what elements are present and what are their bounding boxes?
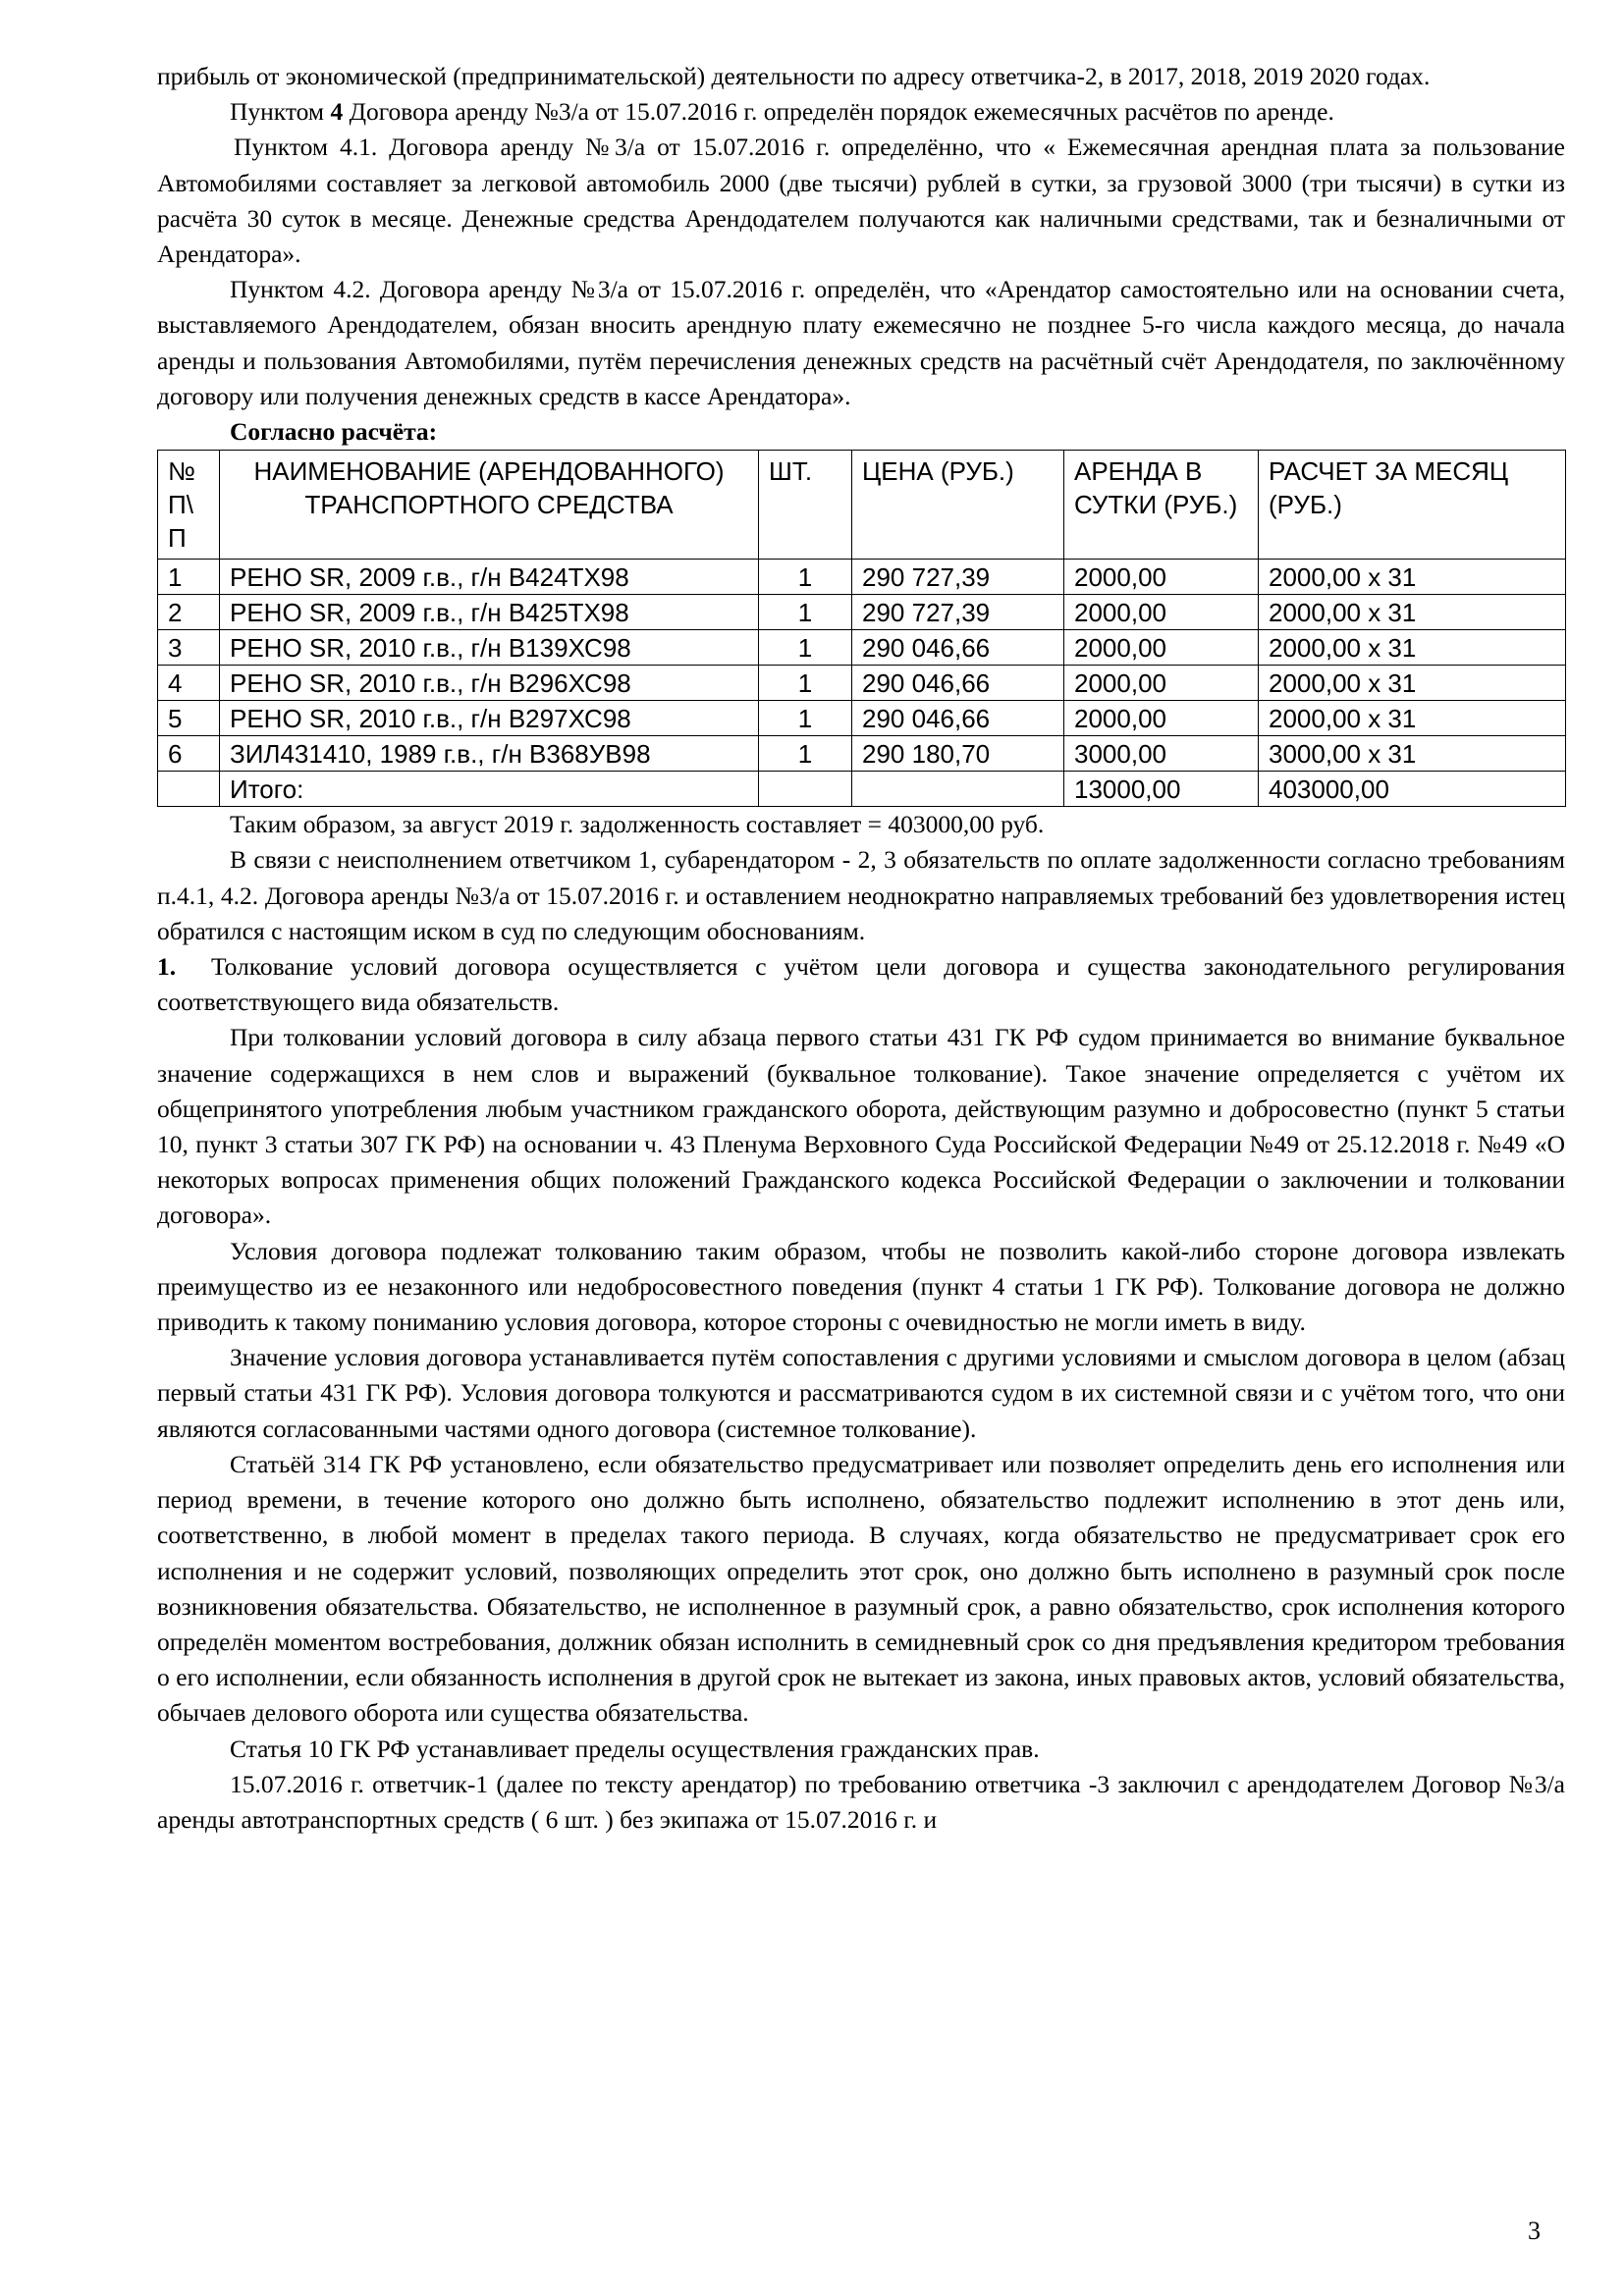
cell-total-daily: 13000,00 bbox=[1064, 772, 1259, 807]
bottom-section bbox=[157, 1020, 1565, 1838]
cell-qty: 1 bbox=[759, 595, 852, 630]
cell-vehicle: РЕНО SR, 2010 г.в., г/н В296ХС98 bbox=[220, 666, 759, 701]
cell-daily-rent: 2000,00 bbox=[1064, 560, 1259, 595]
clause-4-post: Договора аренду №3/а от 15.07.2016 г. определён порядок ежемесячных расчётов по аренде. bbox=[343, 97, 1334, 127]
cell-index: 4 bbox=[158, 666, 220, 701]
header-daily-rent: АРЕНДА В СУТКИ (РУБ.) bbox=[1064, 451, 1259, 560]
header-price: ЦЕНА (РУБ.) bbox=[852, 451, 1064, 560]
cell-price: 290 727,39 bbox=[852, 560, 1064, 595]
cell-daily-rent: 2000,00 bbox=[1064, 666, 1259, 701]
cell-index: 1 bbox=[158, 560, 220, 595]
cell-monthly-calc: 2000,00 х 31 bbox=[1259, 630, 1566, 666]
table-total-row bbox=[158, 772, 1566, 807]
cell-vehicle: РЕНО SR, 2009 г.в., г/н В424ТХ98 bbox=[220, 560, 759, 595]
cell-monthly-calc: 3000,00 х 31 bbox=[1259, 736, 1566, 772]
cell-index: 2 bbox=[158, 595, 220, 630]
paragraph-contract-concluded: 15.07.2016 г. ответчик-1 (далее по тексту арендатор) по требованию ответчика -3 заключил с арендодателем Договор №3/а аренды автотранспортных средств ( 6 шт. ) без экипажа от 15.07.2016 г. и bbox=[157, 1769, 1565, 1834]
numbered-item-1 bbox=[157, 949, 1565, 1020]
cell-monthly-calc: 2000,00 х 31 bbox=[1259, 666, 1566, 701]
cell-daily-rent: 2000,00 bbox=[1064, 595, 1259, 630]
paragraph-clause-4 bbox=[157, 94, 1565, 130]
cell-monthly-calc: 2000,00 х 31 bbox=[1259, 701, 1566, 736]
cell-vehicle: ЗИЛ431410, 1989 г.в., г/н В368УВ98 bbox=[220, 736, 759, 772]
header-index: № П\ П bbox=[158, 451, 220, 560]
cell-qty: 1 bbox=[759, 666, 852, 701]
clause-4-bold: 4 bbox=[330, 97, 344, 127]
paragraph-article-314: Статьёй 314 ГК РФ установлено, если обязательство предусматривает или позволяет определить день его исполнения или период времени, в течение которого оно должно быть исполнено, обязательство подлежит исполнению в этот день или, соответственно, в любой момент в пределах такого периода. В случаях, когда обязательство не предусматривает срок его исполнения и не содержит условий, позволяющих определить этот срок, оно должно быть исполнено в разумный срок после возникновения обязательства. Обязательство, не исполненное в разумный срок, а равно обязательство, срок исполнения которого определён моментом востребования, должник обязан исполнить в семидневный срок со дня предъявления кредитором требования о его исполнении, если обязанность исполнения в другой срок не вытекает из закона, иных правовых актов, условий обязательства, обычаев делового оборота или существа обязательства. bbox=[157, 1449, 1565, 1728]
cell-qty: 1 bbox=[759, 560, 852, 595]
paragraph-literal-interpretation: При толковании условий договора в силу абзаца первого статьи 431 ГК РФ судом принимается во внимание буквальное значение содержащихся в нем слов и выражений (буквальное толкование). Такое значение определяется с учётом их общепринятого употребления любым участником гражданского оборота, действующим разумно и добросовестно (пункт 5 статьи 10, пункт 3 статьи 307 ГК РФ) на основании ч. 43 Пленума Верховного Суда Российской Федерации №49 от 25.12.2018 г. №49 «О некоторых вопросах применения общих положений Гражданского кодекса Российской Федерации о заключении и толковании договора». bbox=[157, 1023, 1565, 1230]
paragraph-claim-basis: В связи с неисполнением ответчиком 1, субарендатором - 2, 3 обязательств по оплате задолженности согласно требованиям п.4.1, 4.2. Договора аренды №3/а от 15.07.2016 г. и оставлением неоднократно направляемых требований без удовлетворения истец обратился с настоящим иском в суд по следующим обоснованиям. bbox=[157, 845, 1565, 945]
table-header-row bbox=[158, 451, 1566, 560]
paragraph-article-10: Статья 10 ГК РФ устанавливает пределы осуществления гражданских прав. bbox=[230, 1734, 1040, 1763]
item-number: 1. bbox=[157, 952, 177, 982]
paragraph-systemic-interpretation: Значение условия договора устанавливается путём сопоставления с другими условиями и смыслом договора в целом (абзац первый статьи 431 ГК РФ). Условия договора толкуются и рассматриваются судом в их системной связи и с учётом того, что они являются согласованными частями одного договора (системное толкование). bbox=[157, 1343, 1565, 1443]
cell-daily-rent: 3000,00 bbox=[1064, 736, 1259, 772]
top-section bbox=[157, 59, 1565, 450]
cell-empty bbox=[759, 772, 852, 807]
calc-heading: Согласно расчёта: bbox=[230, 417, 438, 447]
paragraph-continuation: прибыль от экономической (предпринимательской) деятельности по адресу ответчика-2, в 2017, 2018, 2019 2020 годах. bbox=[157, 62, 1431, 90]
cell-empty bbox=[852, 772, 1064, 807]
table-row bbox=[158, 701, 1566, 736]
cell-total-month: 403000,00 bbox=[1259, 772, 1566, 807]
rent-calc-table bbox=[157, 450, 1566, 807]
table-row bbox=[158, 666, 1566, 701]
cell-index: 5 bbox=[158, 701, 220, 736]
cell-total-label: Итого: bbox=[220, 772, 759, 807]
cell-qty: 1 bbox=[759, 701, 852, 736]
cell-index: 3 bbox=[158, 630, 220, 666]
paragraph-clause-4-1: Пунктом 4.1. Договора аренду №3/а от 15.07.2016 г. определённо, что « Ежемесячная арендная плата за пользование Автомобилями составляет за легковой автомобиль 2000 (две тысячи) рублей в сутки, за грузовой 3000 (три тысячи) в сутки из расчёта 30 суток в месяце. Денежные средства Арендодателем получаются как наличными средствами, так и безналичными от Арендатора». bbox=[157, 133, 1565, 269]
cell-vehicle: РЕНО SR, 2010 г.в., г/н В297ХС98 bbox=[220, 701, 759, 736]
header-vehicle: НАИМЕНОВАНИЕ (АРЕНДОВАННОГО) ТРАНСПОРТНОГО СРЕДСТВА bbox=[220, 451, 759, 560]
cell-vehicle: РЕНО SR, 2009 г.в., г/н В425ТХ98 bbox=[220, 595, 759, 630]
cell-monthly-calc: 2000,00 х 31 bbox=[1259, 560, 1566, 595]
table-row bbox=[158, 630, 1566, 666]
cell-price: 290 046,66 bbox=[852, 701, 1064, 736]
cell-daily-rent: 2000,00 bbox=[1064, 701, 1259, 736]
paragraph-clause-4-2: Пунктом 4.2. Договора аренду №3/а от 15.07.2016 г. определён, что «Арендатор самостоятельно или на основании счета, выставляемого Арендодателем, обязан вносить арендную плату ежемесячно не позднее 5-го числа каждого месяца, до начала аренды и пользования Автомобилями, путём перечисления денежных средств на расчётный счёт Арендодателя, по заключённому договору или получения денежных средств в кассе Арендатора». bbox=[157, 275, 1565, 410]
cell-empty bbox=[158, 772, 220, 807]
cell-monthly-calc: 2000,00 х 31 bbox=[1259, 595, 1566, 630]
cell-vehicle: РЕНО SR, 2010 г.в., г/н В139ХС98 bbox=[220, 630, 759, 666]
header-monthly-calc: РАСЧЕТ ЗА МЕСЯЦ (РУБ.) bbox=[1259, 451, 1566, 560]
paragraph-good-faith: Условия договора подлежат толкованию таким образом, чтобы не позволить какой-либо стороне договора извлекать преимущество из ее незаконного или недобросовестного поведения (пункт 4 статьи 1 ГК РФ). Толкование договора не должно приводить к такому пониманию условия договора, которое стороны с очевидностью не могли иметь в виду. bbox=[157, 1236, 1565, 1337]
cell-price: 290 180,70 bbox=[852, 736, 1064, 772]
table-row bbox=[158, 595, 1566, 630]
cell-qty: 1 bbox=[759, 630, 852, 666]
paragraph-debt-summary: Таким образом, за август 2019 г. задолженность составляет = 403000,00 руб. bbox=[230, 810, 1045, 839]
table-row bbox=[158, 560, 1566, 595]
cell-price: 290 727,39 bbox=[852, 595, 1064, 630]
clause-4-pre: Пунктом bbox=[230, 97, 331, 127]
item-text: Толкование условий договора осуществляется с учётом цели договора и существа законодательного регулирования соответствующего вида обязательств. bbox=[157, 952, 1565, 1017]
middle-section bbox=[157, 807, 1565, 1020]
cell-daily-rent: 2000,00 bbox=[1064, 630, 1259, 666]
cell-price: 290 046,66 bbox=[852, 666, 1064, 701]
table-row bbox=[158, 736, 1566, 772]
page-number: 3 bbox=[1528, 2216, 1541, 2245]
cell-qty: 1 bbox=[759, 736, 852, 772]
header-qty: ШТ. bbox=[759, 451, 852, 560]
cell-index: 6 bbox=[158, 736, 220, 772]
cell-price: 290 046,66 bbox=[852, 630, 1064, 666]
